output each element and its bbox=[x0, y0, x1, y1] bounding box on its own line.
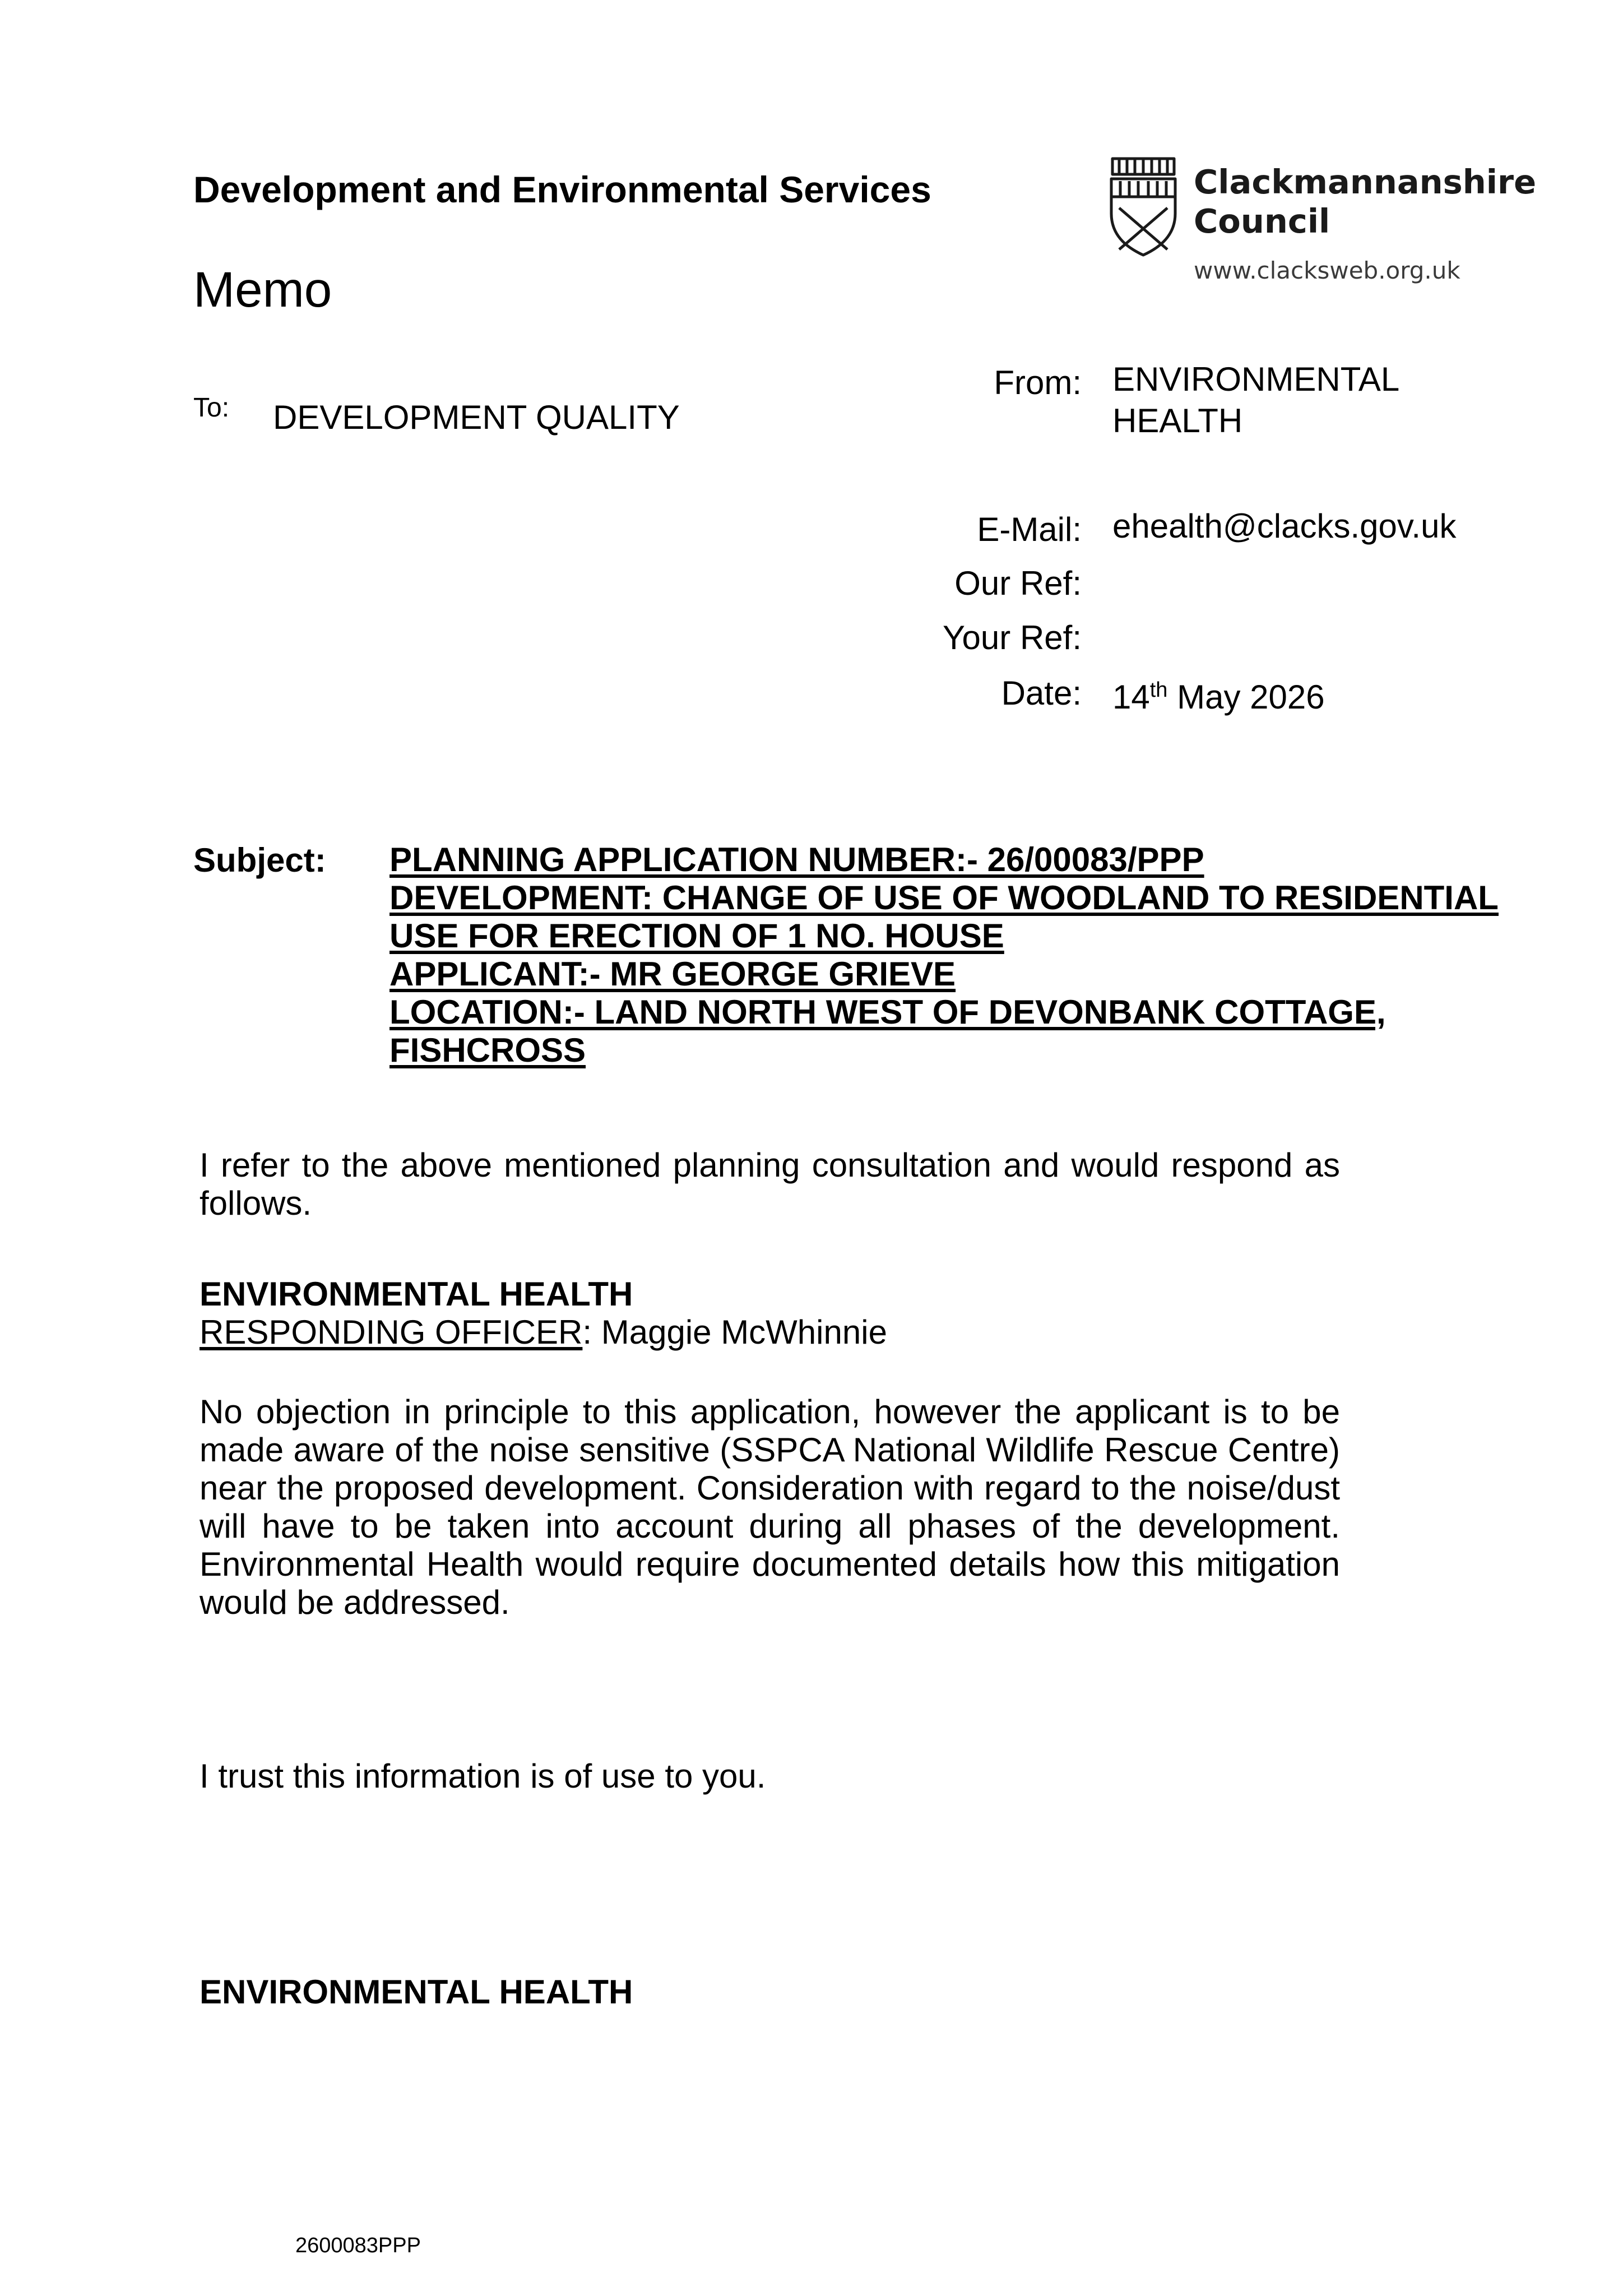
council-logo-name bbox=[1194, 163, 1536, 241]
date-day: 14 bbox=[1112, 678, 1150, 716]
document-type: Memo bbox=[193, 261, 332, 317]
signoff: ENVIRONMENTAL HEALTH bbox=[200, 1973, 633, 2011]
responding-officer bbox=[200, 1313, 1340, 1351]
date-rest: May 2026 bbox=[1167, 678, 1325, 716]
subject-line: LOCATION:- LAND NORTH WEST OF DEVONBANK COTTAGE, bbox=[389, 993, 1386, 1031]
date-label: Date: bbox=[1001, 674, 1082, 712]
officer-separator: : bbox=[582, 1313, 601, 1351]
your-ref-label: Your Ref: bbox=[943, 619, 1082, 656]
subject-line: PLANNING APPLICATION NUMBER:- 26/00083/PPP bbox=[389, 841, 1204, 878]
email-label: E-Mail: bbox=[977, 511, 1082, 548]
to-label: To: bbox=[193, 393, 230, 423]
subject-label: Subject: bbox=[193, 841, 326, 879]
email-value: ehealth@clacks.gov.uk bbox=[1112, 507, 1457, 545]
logo-name-line2: Council bbox=[1194, 202, 1330, 240]
date-suffix: th bbox=[1149, 678, 1168, 702]
response-paragraph: No objection in principle to this application, however the applicant is to be made aware of the noise sensitive (SSPCA National Wildlife Rescue Centre) near the proposed development. Consideration with regard to the noise/dust will have to be taken into account during all phases of the development. Environmental Health would require documented details how this mitigation would be addressed. bbox=[200, 1393, 1340, 1621]
from-value-line2: HEALTH bbox=[1112, 402, 1243, 439]
officer-name: Maggie McWhinnie bbox=[601, 1313, 887, 1351]
intro-paragraph: I refer to the above mentioned planning consultation and would respond as follows. bbox=[200, 1146, 1340, 1222]
subject-block bbox=[389, 841, 1510, 1070]
council-website: www.clacksweb.org.uk bbox=[1194, 257, 1460, 284]
from-value-line1: ENVIRONMENTAL bbox=[1112, 360, 1400, 398]
department-title: Development and Environmental Services bbox=[193, 169, 931, 210]
logo-name-line1: Clackmannanshire bbox=[1194, 163, 1537, 201]
subject-line: USE FOR ERECTION OF 1 NO. HOUSE bbox=[389, 917, 1004, 955]
from-value bbox=[1112, 359, 1399, 442]
to-value: DEVELOPMENT QUALITY bbox=[273, 399, 680, 436]
date-value bbox=[1112, 669, 1325, 718]
closing-paragraph: I trust this information is of use to you. bbox=[200, 1757, 766, 1795]
from-label: From: bbox=[994, 364, 1082, 401]
subject-line: DEVELOPMENT: CHANGE OF USE OF WOODLAND TO RESIDENTIAL bbox=[389, 879, 1499, 916]
subject-line: APPLICANT:- MR GEORGE GRIEVE bbox=[389, 955, 956, 993]
officer-label: RESPONDING OFFICER bbox=[200, 1313, 583, 1351]
subject-line: FISHCROSS bbox=[389, 1031, 586, 1069]
section-heading: ENVIRONMENTAL HEALTH bbox=[200, 1275, 633, 1313]
footer-reference: 2600083PPP bbox=[295, 2234, 421, 2257]
council-crest-icon bbox=[1107, 154, 1180, 258]
our-ref-label: Our Ref: bbox=[954, 564, 1082, 602]
